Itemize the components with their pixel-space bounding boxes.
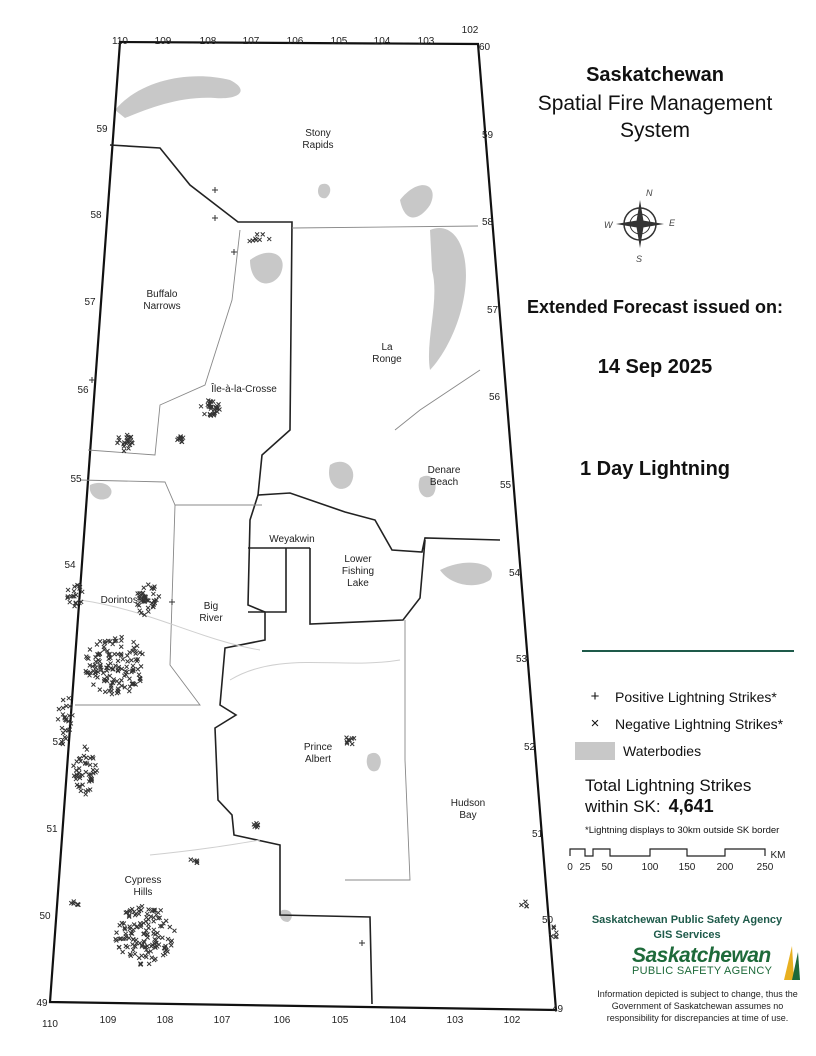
latitude-left-57: 57 [84,297,96,308]
negative-strike-mark [125,665,129,669]
water-swatch-icon [575,742,615,760]
negative-strike-mark [254,238,258,242]
latitude-right-50: 50 [542,915,554,926]
negative-strike-mark [189,858,193,862]
layer-title: 1 Day Lightning [580,458,730,480]
latitude-left-49: 49 [36,998,48,1009]
longitude-top-107: 107 [242,36,260,47]
longitude-bottom-109: 109 [99,1015,117,1026]
negative-strike-mark [115,931,119,935]
negative-strike-mark [68,600,72,604]
negative-strike-mark [137,956,141,960]
svg-text:W: W [604,220,613,230]
negative-strike-mark [57,707,61,711]
longitude-bottom-104: 104 [389,1015,407,1026]
negative-strike-mark [128,677,132,681]
place-labels [101,128,486,898]
place-buffalo-narrows: Buffalo Narrows [143,289,181,312]
longitude-bottom-110: 110 [42,1019,58,1030]
negative-strike-mark [82,754,86,758]
place-dorintosh: Dorintosh [100,595,144,606]
scale-tick-250: 250 [756,862,774,873]
negative-strike-mark [98,688,102,692]
negative-strike-mark [169,943,173,947]
logo-main-text: Saskatchewan [632,944,771,967]
latitude-right-55: 55 [500,480,512,491]
negative-strike-mark [61,698,65,702]
scale-tick-200: 200 [716,862,734,873]
positive-strike-mark [169,599,175,605]
negative-strike-mark [124,944,128,948]
negative-strike-mark [248,239,252,243]
negative-strike-mark [524,904,528,908]
place-prince-albert: Prince Albert [303,742,333,765]
longitude-bottom-107: 107 [213,1015,231,1026]
scale-tick-150: 150 [678,862,696,873]
negative-strike-mark [523,900,527,904]
negative-strike-mark [261,232,265,236]
negative-strike-mark [154,913,158,917]
latitude-right-57: 57 [487,305,499,316]
map-title: Saskatchewan [586,64,724,86]
negative-strike-mark [117,436,121,440]
latitude-left-51: 51 [46,824,58,835]
legend-divider [582,650,794,652]
negative-strike-mark [129,658,133,662]
negative-strike-mark [151,592,155,596]
negative-strike-mark [133,913,137,917]
latitude-right-54: 54 [509,568,521,579]
negative-strike-mark [72,764,76,768]
legend-water-label: Waterbodies [623,743,702,759]
negative-strike-mark [202,412,206,416]
total-label-2: within SK: [585,797,661,816]
longitude-bottom-106: 106 [273,1015,291,1026]
longitude-top-108: 108 [199,36,217,47]
negative-strike-mark [217,402,221,406]
svg-text:E: E [669,218,676,228]
negative-strike-mark [142,586,146,590]
negative-strike-mark [117,945,121,949]
place-la-ronge: La Ronge [372,342,402,365]
negative-strike-mark [91,683,95,687]
total-label-1: Total Lightning Strikes [585,776,752,795]
negative-strike-mark [554,931,558,935]
latitude-right-51: 51 [532,829,544,840]
negative-strike-mark [144,955,148,959]
negative-strike-mark [95,642,99,646]
negative-strike-mark [519,903,523,907]
legend-positive [575,688,777,705]
longitude-top-105: 105 [330,36,348,47]
negative-strike-mark [84,770,88,774]
agency-dept: GIS Services [653,929,721,941]
place-denare-beach: Denare Beach [427,465,461,488]
longitude-bottom-102: 102 [503,1015,521,1026]
legend-negative [575,715,783,732]
negative-strike-mark [121,657,125,661]
negative-strike-mark [152,928,156,932]
negative-strike-mark [93,763,97,767]
latitude-right-58: 58 [482,217,494,228]
negative-strike-mark [116,659,120,663]
rivers [80,600,400,855]
latitude-right-56: 56 [489,392,501,403]
latitude-left-59: 59 [96,124,108,135]
latitude-right-60: 60 [479,42,491,53]
negative-strike-mark [150,956,154,960]
latitude-right-53: 53 [516,654,528,665]
negative-strike-mark [95,769,99,773]
waterbodies [90,76,492,922]
negative-strike-mark [127,689,131,693]
total-value: 4,641 [668,796,714,816]
negative-strike-mark [56,717,60,721]
scale-bar [565,844,795,874]
negative-strike-mark [131,948,135,952]
negative-strike-mark [350,742,354,746]
place--le-la-crosse: Île-à-la-Crosse [211,384,277,395]
graticule-labels [36,25,563,1030]
negative-strike-mark [153,957,157,961]
negative-strike-mark [110,692,114,696]
negative-strike-mark [114,937,118,941]
latitude-left-52: 52 [52,737,64,748]
latitude-right-52: 52 [524,742,536,753]
negative-strike-mark [125,654,129,658]
agency-credit [572,913,802,943]
footnote: *Lightning displays to 30km outside SK border [585,825,780,836]
longitude-top-103: 103 [417,36,435,47]
negative-strike-mark [133,952,137,956]
negative-strike-mark [164,919,168,923]
negative-strike-mark [60,726,64,730]
negative-strike-mark [168,925,172,929]
province-boundary [50,42,556,1010]
negative-strike-mark [255,232,259,236]
negative-strike-mark [145,912,149,916]
negative-strike-mark [146,583,150,587]
legend-negative-label: Negative Lightning Strikes* [615,715,784,732]
negative-strike-mark [66,588,70,592]
negative-strike-mark [119,645,123,649]
negative-strike-mark [199,404,203,408]
positive-strike-mark [359,940,365,946]
svg-text:N: N [646,188,653,198]
latitude-left-55: 55 [70,474,82,485]
negative-strike-mark [126,659,130,663]
negative-strike-mark [72,589,76,593]
scale-tick-50: 50 [601,862,613,873]
total-strikes [585,776,751,817]
negative-strike-mark [152,919,156,923]
cross-icon: × [590,715,600,732]
longitude-bottom-103: 103 [446,1015,464,1026]
legend-positive-label: Positive Lightning Strikes* [615,688,777,705]
negative-strike-mark [147,962,151,966]
negative-strike-mark [131,928,135,932]
longitude-bottom-108: 108 [156,1015,174,1026]
longitude-top-104: 104 [373,36,391,47]
place-big-river: Big River [199,601,223,624]
negative-strike-mark [96,675,100,679]
negative-strike-mark [159,908,163,912]
svg-text:S: S [636,254,643,264]
place-cypress-hills: Cypress Hills [124,875,162,898]
forecast-date: 14 Sep 2025 [597,356,713,378]
negative-strike-mark [61,731,65,735]
logo-sub-text: PUBLIC SAFETY AGENCY [632,965,773,977]
negative-strike-mark [119,639,123,643]
scale-unit: KM [770,850,786,861]
latitude-left-54: 54 [64,560,76,571]
legend-water [575,742,701,760]
latitude-left-58: 58 [90,210,102,221]
negative-strike-mark [172,929,176,933]
positive-strike-mark [212,215,218,221]
disclaimer: Information depicted is subject to change, thus the Government of Saskatchewan assumes no responsibility for discrepancies at time of use. [597,989,798,1023]
latitude-right-49: 49 [552,1004,564,1015]
longitude-bottom-105: 105 [331,1015,349,1026]
negative-strike-mark [136,667,140,671]
longitude-top-102: 102 [461,25,479,36]
forecast-label: Extended Forecast issued on: [526,297,784,317]
negative-strike-mark [88,647,92,651]
negative-strike-mark [67,696,71,700]
positive-strike-mark [212,187,218,193]
negative-strike-mark [267,237,271,241]
scale-tick-0: 0 [567,862,573,873]
scale-tick-100: 100 [641,862,659,873]
place-stony-rapids: Stony Rapids [302,128,334,151]
negative-strike-mark [132,640,136,644]
sub-boundaries [75,226,480,880]
longitude-top-109: 109 [154,36,172,47]
longitude-top-106: 106 [286,36,304,47]
negative-strike-mark [134,652,138,656]
negative-strike-mark [160,936,164,940]
place-lower-fishing-lake: Lower Fishing Lake [341,554,375,589]
latitude-left-56: 56 [77,385,89,396]
negative-strike-mark [146,610,150,614]
map-subtitle: Spatial Fire Management System [537,92,773,142]
negative-strike-mark [84,655,88,659]
compass-rose-icon [598,186,678,266]
scale-tick-25: 25 [579,862,591,873]
plus-icon: + [590,688,600,705]
wheat-sheaf-icon [780,942,802,982]
negative-strike-mark [157,594,161,598]
negative-strike-mark [98,659,102,663]
positive-strike-mark [231,249,237,255]
negative-strike-mark [103,690,107,694]
longitude-top-110: 110 [112,36,128,47]
negative-strike-mark [121,950,125,954]
negative-strike-mark [79,789,83,793]
place-hudson-bay: Hudson Bay [450,798,486,821]
place-weyakwin: Weyakwin [269,534,315,545]
negative-strike-mark [131,937,135,941]
negative-strike-mark [157,935,161,939]
latitude-right-59: 59 [482,130,494,141]
negative-strike-mark [137,673,141,677]
negative-strike-mark [166,950,170,954]
negative-strike-mark [119,678,123,682]
latitude-left-50: 50 [39,911,51,922]
agency-name: Saskatchewan Public Safety Agency [591,914,783,926]
